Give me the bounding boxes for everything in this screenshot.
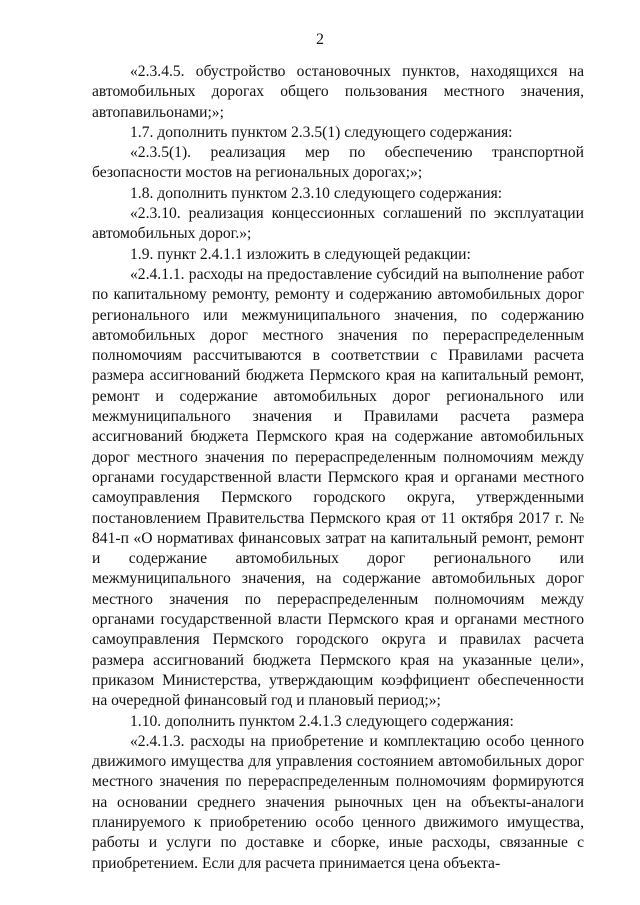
paragraph-item-2-4-1-3: «2.4.1.3. расходы на приобретение и комплектацию особо ценного движимого имущества для управления состоянием автомобильных дорог местного значения по перераспределенным полномочиям формируются на основании среднего значения рыночных цен на объекты-аналоги планируемого к приобретению особо ценного движимого имущества, работы и услуги по доставке и сборке, иные расходы, связанные с приобретением. Если для расчета принимается цена объекта- xyxy=(92,732,584,872)
paragraph-item-2-3-4-5: «2.3.4.5. обустройство остановочных пунктов, находящихся на автомобильных дорогах общего пользования местного значения, автопавильонами;»; xyxy=(92,63,584,121)
paragraph-amendment-1-8: 1.8. дополнить пунктом 2.3.10 следующего содержания: xyxy=(130,184,503,202)
paragraph-amendment-1-10: 1.10. дополнить пунктом 2.4.1.3 следующего содержания: xyxy=(130,712,514,730)
document-body xyxy=(92,62,584,874)
page-number: 2 xyxy=(316,31,324,48)
paragraph-amendment-1-9: 1.9. пункт 2.4.1.1 изложить в следующей редакции: xyxy=(130,245,471,263)
paragraph-amendment-1-7: 1.7. дополнить пунктом 2.3.5(1) следующего содержания: xyxy=(130,123,513,141)
paragraph-item-2-4-1-1: «2.4.1.1. расходы на предоставление субсидий на выполнение работ по капитальному ремонту, ремонту и содержанию автомобильных дорог регионального или межмуниципального значения, по содержанию автомобильных дорог местного значения по перераспределенным полномочиям рассчитываются в соответствии с Правилами расчета размера ассигнований бюджета Пермского края на капитальный ремонт, ремонт и содержание автомобильных дорог регионального или межмуниципального значения и Правилами расчета размера ассигнований бюджета Пермского края на содержание автомобильных дорог местного значения по перераспределенным полномочиям между органами государственной власти Пермского края и органами местного самоуправления Пермского городского округа, утвержденными постановлением Правительства Пермского края от 11 октября 2017 г. № 841-п «О нормативах финансовых затрат на капитальный ремонт, ремонт и содержание автомобильных дорог регионального или межмуниципального значения, на содержание автомобильных дорог местного значения по перераспределенным полномочиям между органами государственной власти Пермского края и органами местного самоуправления Пермского городского округа и правилах расчета размера ассигнований бюджета Пермского края на указанные цели», приказом Министерства, утверждающим коэффициент обеспеченности на очередной финансовый год и плановый период;»; xyxy=(92,265,584,710)
paragraph-item-2-3-10: «2.3.10. реализация концессионных соглашений по эксплуатации автомобильных дорог.»; xyxy=(92,205,584,243)
paragraph-item-2-3-5-1: «2.3.5(1). реализация мер по обеспечению транспортной безопасности мостов на региональных дорогах;»; xyxy=(92,144,584,182)
